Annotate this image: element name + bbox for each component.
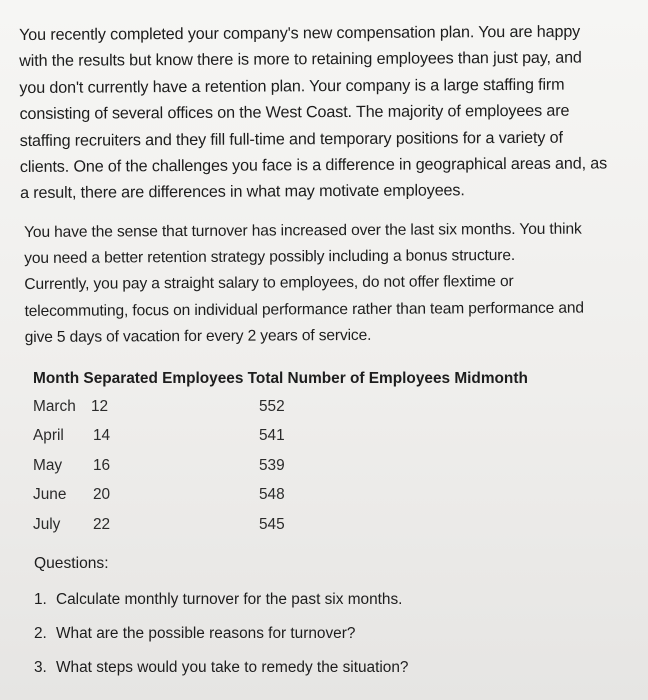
separated-cell: 16 bbox=[93, 456, 111, 474]
total-cell: 545 bbox=[259, 515, 285, 533]
separated-cell: 12 bbox=[91, 398, 109, 415]
table-header: Month Separated Employees Total Number of Employees Midmonth bbox=[33, 370, 528, 387]
table-row bbox=[33, 451, 528, 480]
total-cell: 541 bbox=[259, 427, 285, 445]
paragraph-line: Currently, you pay a straight salary to employees, do not offer flextime or bbox=[24, 273, 514, 294]
paragraph-line: You recently completed your company's new compensation plan. You are happy bbox=[19, 22, 581, 44]
total-cell: 539 bbox=[259, 456, 285, 474]
month-cell: May bbox=[33, 456, 63, 474]
month-cell: April bbox=[33, 427, 64, 445]
paragraph-line: telecommuting, focus on individual performance rather than team performance and bbox=[24, 299, 584, 320]
questions-list bbox=[34, 588, 408, 690]
paragraph-line: give 5 days of vacation for every 2 years of service. bbox=[24, 326, 372, 346]
month-cell: July bbox=[33, 515, 61, 533]
list-item bbox=[34, 588, 408, 622]
question-number: 2. bbox=[34, 625, 47, 642]
paragraph-line: consisting of several offices on the West Coast. The majority of employees are bbox=[19, 101, 570, 124]
list-item bbox=[34, 622, 408, 656]
list-item bbox=[34, 656, 408, 690]
paragraph-line: with the results but know there is more to retaining employees than just pay, and bbox=[19, 48, 582, 71]
month-cell: June bbox=[33, 486, 67, 504]
month-cell: March bbox=[33, 398, 76, 415]
paragraph-line: you don't currently have a retention plan. Your company is a large staffing firm bbox=[19, 75, 565, 97]
paragraph-line: staffing recruiters and they fill full-time and temporary positions for a variety of bbox=[19, 128, 563, 150]
paragraph-line: clients. One of the challenges you face is a difference in geographical areas and, as bbox=[19, 154, 608, 177]
table-row bbox=[33, 510, 528, 539]
question-text: What steps would you take to remedy the situation? bbox=[56, 659, 409, 676]
total-cell: 548 bbox=[259, 486, 285, 504]
turnover-table bbox=[33, 366, 528, 539]
total-cell: 552 bbox=[259, 398, 285, 415]
question-number: 3. bbox=[34, 659, 47, 676]
separated-cell: 22 bbox=[93, 515, 111, 533]
question-text: Calculate monthly turnover for the past six months. bbox=[56, 591, 403, 608]
questions-label: Questions: bbox=[34, 555, 109, 572]
table-row bbox=[33, 392, 528, 421]
paragraph-line: a result, there are differences in what may motivate employees. bbox=[19, 181, 465, 203]
paragraph-line: you need a better retention strategy possibly including a bonus structure. bbox=[24, 247, 516, 268]
question-text: What are the possible reasons for turnover? bbox=[56, 625, 356, 642]
paragraph-line: You have the sense that turnover has increased over the last six months. You think bbox=[24, 220, 582, 241]
separated-cell: 14 bbox=[93, 427, 111, 445]
turnover-paragraph bbox=[24, 217, 584, 351]
question-number: 1. bbox=[34, 591, 47, 608]
separated-cell: 20 bbox=[93, 486, 111, 504]
intro-paragraph bbox=[19, 18, 607, 206]
table-row bbox=[33, 421, 528, 450]
table-row bbox=[33, 480, 528, 509]
